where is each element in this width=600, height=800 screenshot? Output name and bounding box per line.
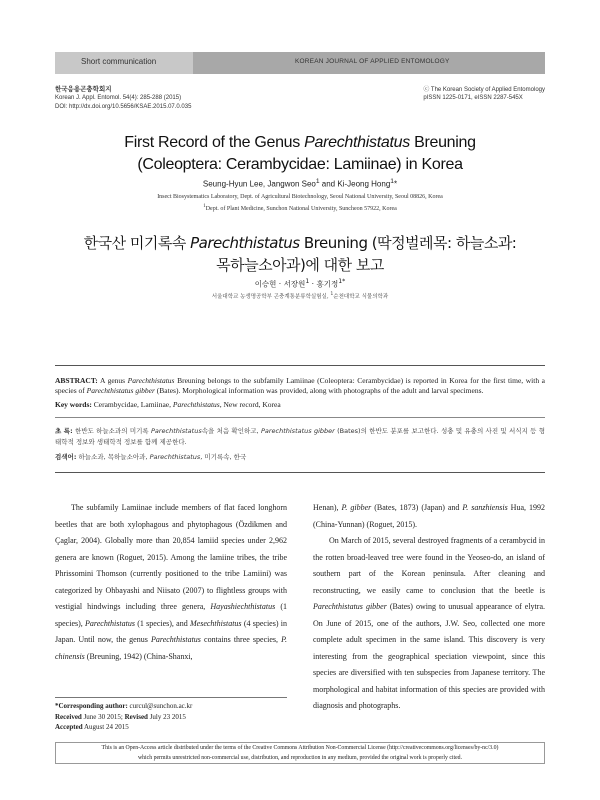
affil-superscript: 1 <box>203 204 206 209</box>
body-text: (4 species) in Japan. Until now, the genus <box>55 618 287 644</box>
abstract-species: Parechthistatus gibber <box>86 386 155 395</box>
affil-superscript: 1 <box>390 178 394 185</box>
korean-abstract-section <box>55 417 545 463</box>
title-genus: Parechthistatus <box>304 134 410 151</box>
abstract <box>55 376 545 396</box>
body-text: contains three species, <box>200 635 282 644</box>
korean-abstract-text: 한반도 하늘소과의 미기록 <box>72 427 151 435</box>
accepted-label: Accepted <box>55 723 83 731</box>
license-line-2: which permits unrestricted non-commercial use, distribution, and reproduction in any medium, provided the original work is properly cited. <box>137 754 463 761</box>
korean-keywords-genus: Parechthistatus <box>149 453 201 461</box>
affil-superscript: 1 <box>315 178 320 185</box>
corresponding-star: * <box>393 179 398 189</box>
korean-authors <box>0 278 600 290</box>
abstract-text: Breuning belongs to the subfamily Lamiinae (Coleoptera: Cerambycidae) is reported in Korea for the first time, with a species of <box>55 376 545 395</box>
body-text: Henan), <box>313 503 342 512</box>
body-species: P. gibber <box>341 503 372 512</box>
body-text: (Bates, 1873) (Japan) and <box>371 503 463 512</box>
affiliation-2: Dept. of Plant Medicine, Sunchon National University, Suncheon 57922, Korea <box>205 206 397 212</box>
issn: pISSN 1225-0171, eISSN 2287-545X <box>423 95 523 102</box>
affil-superscript: 1 <box>330 292 334 298</box>
korean-title-text: 한국산 미기록속 <box>83 234 191 252</box>
body-genus: Parechthistatus <box>150 635 201 644</box>
abstract-text: (Bates). Morphological information was provided, along with photographs of the adult and larval specimens. <box>154 386 484 395</box>
title-line-2: (Coleoptera: Cerambycidae: Lamiinae) in Korea <box>137 156 463 173</box>
body-paragraph <box>313 533 545 715</box>
license-line-1: This is an Open-Access article distributed under the terms of the Creative Commons Attribution Non-Commercial License (http://creativecommons.org/licenses/by-nc/3.0) <box>101 745 499 751</box>
title-text: First Record of the Genus <box>124 134 305 151</box>
korean-keywords-text: , 미기록속, 한국 <box>200 453 247 461</box>
body-text: (Bates) owing to unusual appearance of elytra. On June of 2015, one of the authors, J.W. Seo, collected one more complete adult specimen in the same island. This discovery is very interesting from the geographical speciation viewpoint, since this species are diversified with ten subspecies from Japanese territory. The morphological and habitat information of this species are provided with diagnosis and photographs. <box>313 602 545 710</box>
korean-abstract-text: 속을 처음 확인하고, <box>201 427 261 435</box>
abstract-section <box>55 365 545 473</box>
author-names: Seung-Hyun Lee, Jangwon Seo <box>202 179 316 189</box>
header-bar <box>55 52 545 74</box>
korean-title-line-2: 목하늘소아과)에 대한 보고 <box>216 256 384 274</box>
body-text: (Breuning, 1942) (China-Shanxi, <box>84 651 193 661</box>
received-date: June 30 2015; <box>81 712 125 721</box>
korean-title-genus: Parechthistatus <box>190 234 300 252</box>
korean-abstract-genus: Parechthistatus <box>150 427 202 435</box>
body-genus: Parechthistatus <box>85 618 135 628</box>
keywords-label: Key words: <box>55 400 92 409</box>
body-species: P. chinensis <box>55 635 288 661</box>
korean-title-text: Breuning (딱정벌레목: 하늘소과: <box>299 234 517 252</box>
revised-label: Revised <box>124 712 148 721</box>
affil-superscript: 1 <box>305 278 310 285</box>
license-box <box>55 742 545 764</box>
body-paragraph <box>313 500 545 533</box>
abstract-divider <box>55 472 545 473</box>
abstract-text: A genus <box>97 376 128 385</box>
body-text: (1 species), <box>55 602 287 628</box>
author-names: and Ki-Jeong Hong <box>319 179 391 189</box>
korean-abstract-label: 초 록: <box>55 427 73 435</box>
keywords <box>55 400 545 410</box>
citation: Korean J. Appl. Entomol. 54(4): 285-288 (2015) <box>55 95 182 102</box>
footnote <box>55 697 287 733</box>
korean-author-names: · 홍기정 <box>309 279 339 289</box>
affiliations <box>0 193 600 214</box>
keywords-genus: Parechthistatus <box>172 400 220 409</box>
keywords-text: Cerambycidae, Lamiinae, <box>91 400 173 409</box>
korean-abstract-text: (Bates)의 한반도 분포를 보고한다. 성충 및 유충의 사진 및 서식지 등 형태학적 정보와 생태학적 정보를 함께 제공한다. <box>55 427 546 446</box>
body-species: P. sanzhiensis <box>462 503 508 512</box>
korean-keywords <box>55 452 545 463</box>
abstract-label: ABSTRACT: <box>55 376 98 385</box>
title-text: Breuning <box>409 134 476 151</box>
affiliation-1: Insect Biosystematics Laboratory, Dept. of Agricultural Biotechnology, Seoul National University, Seoul 08826, Korea <box>157 194 443 200</box>
korean-keywords-text: 하늘소과, 목하늘소아과, <box>76 453 150 461</box>
body-paragraph <box>55 500 287 665</box>
body-column-left <box>55 500 287 665</box>
korean-abstract <box>55 426 545 448</box>
affil-superscript: 1* <box>338 278 346 285</box>
korean-title <box>0 232 600 276</box>
body-text: (1 species), and <box>134 618 190 628</box>
body-column-right <box>313 500 545 715</box>
section-type: Short communication <box>81 57 157 66</box>
citation-block <box>55 86 191 111</box>
corresponding-label: *Corresponding author: <box>55 702 128 710</box>
accepted-date: August 24 2015 <box>82 723 129 731</box>
body-text: The subfamily Lamiinae include members of flat faced longhorn beetles that are both xylophagous and phytophagous (Özdikmen and Çaglar, 2004). Globally more than 20,854 lamiid species under 2,962 genera are known (Roguet, 2015). Among the lamiine tribes, the tribe Phrissomini Thomson (currently positioned to the tribe Lamiini) was categorized by Ohbayashi and Niisato (2007) to flightless groups with vestigial hindwings including three genera, <box>55 503 287 611</box>
revised-date: July 23 2015 <box>147 712 186 721</box>
korean-affiliation: 순천대학교 식물의학과 <box>333 294 389 300</box>
doi-link[interactable]: DOI: http://dx.doi.org/10.5656/KSAE.2015.07.0.035 <box>55 103 192 110</box>
article-title <box>0 132 600 176</box>
korean-affiliations <box>0 292 600 300</box>
korean-affiliation: 서울대학교 농생명공학부 곤충계통분류학실험실, <box>211 294 331 300</box>
corresponding-email[interactable]: curcul@sunchon.ac.kr <box>127 702 193 710</box>
journal-name: KOREAN JOURNAL OF APPLIED ENTOMOLOGY <box>295 58 450 65</box>
keywords-text: , New record, Korea <box>219 400 281 409</box>
body-genus: Hayashiechthistatus <box>210 602 276 611</box>
body-genus: Mesechthistatus <box>190 618 242 628</box>
body-text: Hua, 1992 (China-Yunnan) (Roguet, 2015). <box>313 503 545 529</box>
received-label: Received <box>55 712 82 721</box>
korean-abstract-species: Parechthistatus gibber <box>260 427 335 435</box>
author-list <box>0 178 600 189</box>
korean-keywords-label: 검색어: <box>55 453 77 461</box>
body-species: Parechthistatus gibber <box>313 602 387 611</box>
korean-author-names: 이승현 · 서장원 <box>254 279 306 289</box>
journal-korean-name: 한국응용곤충학회지 <box>55 86 112 93</box>
copyright: ⓒ The Korean Society of Applied Entomology <box>423 87 545 93</box>
abstract-genus: Parechthistatus <box>127 376 175 385</box>
copyright-block <box>423 86 545 103</box>
body-text: On March of 2015, several destroyed fragments of a cerambycid in the rotten broad-leaved tree were found in the Yeoseo-do, an island of southern part of the Korean peninsula. After cleaning and reconstructing, we easily came to conclusion that the beetle is <box>313 536 545 595</box>
